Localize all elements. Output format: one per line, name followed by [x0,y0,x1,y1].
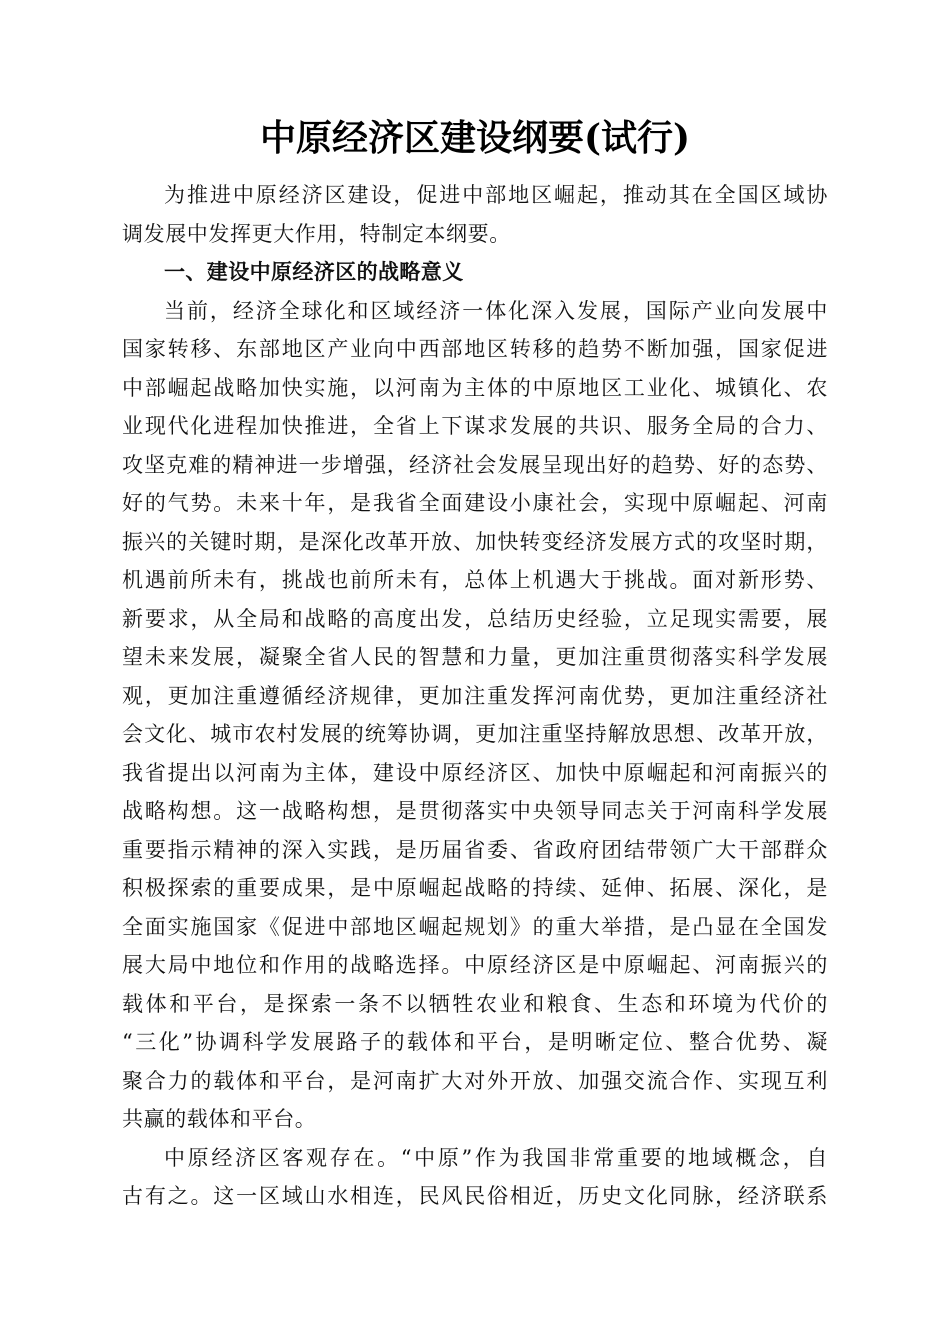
paragraph-line: 重要指示精神的深入实践，是历届省委、省政府团结带领广大干部群众 [122,837,828,862]
document-title: 中原经济区建设纲要(试行) [259,117,691,159]
paragraph-line: 聚合力的载体和平台，是河南扩大对外开放、加强交流合作、实现互利 [122,1068,828,1093]
paragraph-line: 中原经济区客观存在。“中原”作为我国非常重要的地域概念，自 [164,1145,828,1170]
paragraph-line: 当前，经济全球化和区域经济一体化深入发展，国际产业向发展中 [164,298,828,323]
paragraph-line: 攻坚克难的精神进一步增强，经济社会发展呈现出好的趋势、好的态势、 [122,452,828,477]
paragraph-line: 新要求，从全局和战略的高度出发，总结历史经验，立足现实需要，展 [122,606,828,631]
paragraph-line: 共赢的载体和平台。 [122,1107,317,1131]
paragraph-line: 载体和平台，是探索一条不以牺牲农业和粮食、生态和环境为代价的 [122,991,828,1016]
paragraph-line: 展大局中地位和作用的战略选择。中原经济区是中原崛起、河南振兴的 [122,953,828,977]
paragraph-line: 调发展中发挥更大作用，特制定本纲要。 [122,221,511,246]
paragraph-line: 机遇前所未有，挑战也前所未有，总体上机遇大于挑战。面对新形势、 [122,568,828,592]
document-body [122,176,828,1216]
paragraph-line: 好的气势。未来十年，是我省全面建设小康社会，实现中原崛起、河南 [122,491,828,515]
paragraph-line: “三化”协调科学发展路子的载体和平台，是明晰定位、整合优势、凝 [122,1030,828,1054]
paragraph-line: 积极探索的重要成果，是中原崛起战略的持续、延伸、拓展、深化，是 [122,876,828,900]
paragraph-line: 中部崛起战略加快实施，以河南为主体的中原地区工业化、城镇化、农 [122,375,828,400]
paragraph-line: 国家转移、东部地区产业向中西部地区转移的趋势不断加强，国家促进 [122,337,828,361]
paragraph-line: 振兴的关键时期，是深化改革开放、加快转变经济发展方式的攻坚时期， [122,529,828,554]
section-heading: 一、建设中原经济区的战略意义 [164,260,464,284]
paragraph-line: 我省提出以河南为主体，建设中原经济区、加快中原崛起和河南振兴的 [122,760,828,785]
paragraph-line: 战略构想。这一战略构想，是贯彻落实中央领导同志关于河南科学发展 [122,799,828,823]
paragraph-line: 望未来发展，凝聚全省人民的智慧和力量，更加注重贯彻落实科学发展 [122,645,828,669]
paragraph-line: 观，更加注重遵循经济规律，更加注重发挥河南优势，更加注重经济社 [122,683,828,708]
paragraph-line: 业现代化进程加快推进，全省上下谋求发展的共识、服务全局的合力、 [122,414,828,438]
paragraph-line: 会文化、城市农村发展的统筹协调，更加注重坚持解放思想、改革开放， [122,722,828,746]
paragraph-line: 为推进中原经济区建设，促进中部地区崛起，推动其在全国区域协 [164,183,828,207]
paragraph-line: 全面实施国家《促进中部地区崛起规划》的重大举措，是凸显在全国发 [122,914,828,939]
paragraph-line: 古有之。这一区域山水相连，民风民俗相近，历史文化同脉，经济联系 [122,1184,828,1208]
